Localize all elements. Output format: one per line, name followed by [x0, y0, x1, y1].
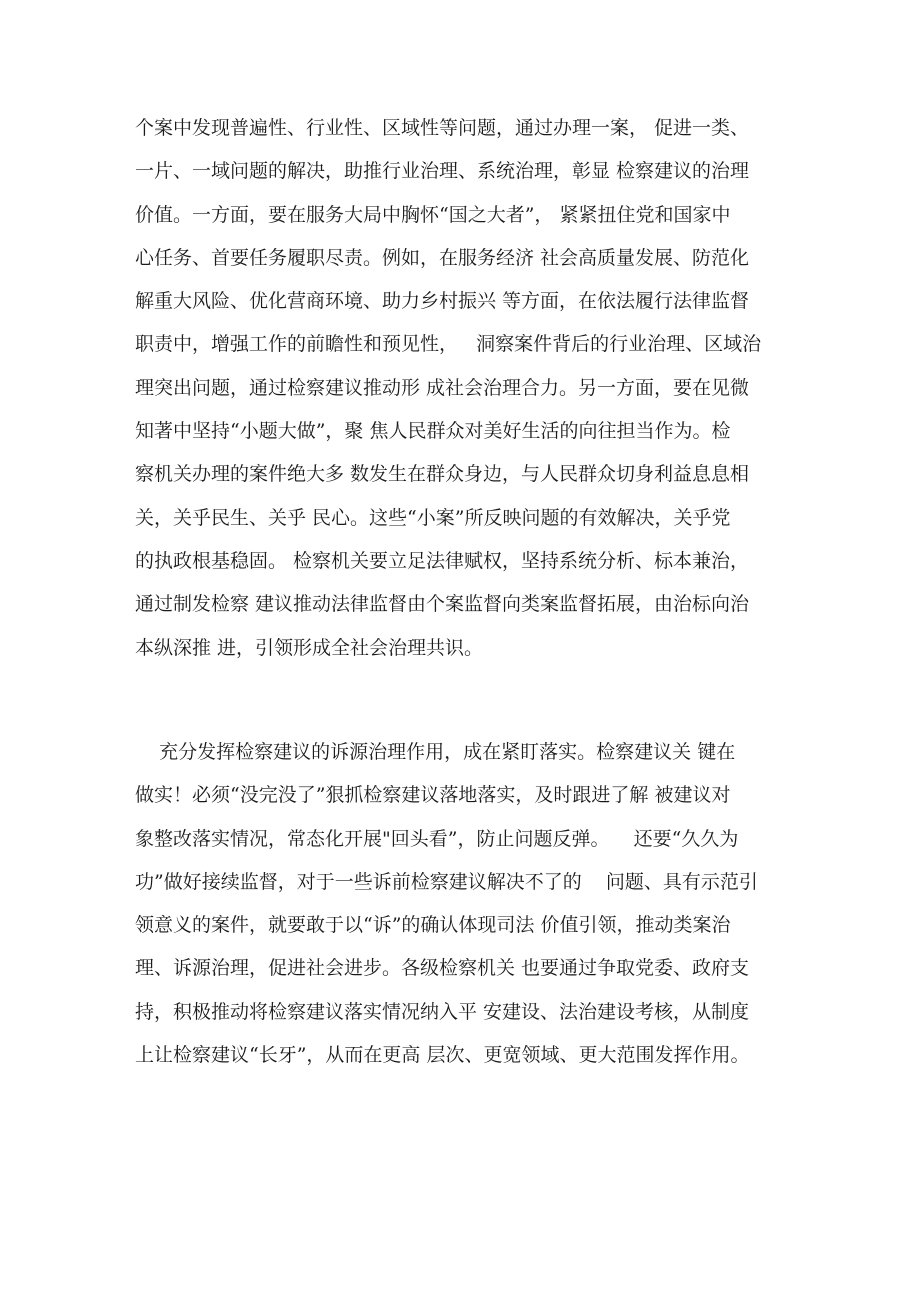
paragraph-2 — [135, 731, 795, 1077]
text-line: 知著中坚持“小题大做”，聚 焦人民群众对美好生活的向往担当作为。检 — [135, 420, 731, 443]
paragraph-1 — [135, 107, 795, 670]
text-line: 上让检察建议“长牙”，从而在更高 层次、更宽领域、更大范围发挥作用。 — [135, 1044, 750, 1067]
text-line: 关，关乎民生、关乎 民心。这些“小案”所反映问题的有效解决，关乎党 — [135, 506, 731, 529]
text-line: 察机关办理的案件绝大多 数发生在群众身边，与人民群众切身利益息息相 — [135, 463, 750, 486]
text-line: 通过制发检察 建议推动法律监督由个案监督向类案监督拓展，由治标向治 — [135, 593, 750, 616]
text-line: 理突出问题，通过检察建议推动形 成社会治理合力。另一方面，要在见微 — [135, 376, 750, 399]
text-line: 象整改落实情况，常态化开展"回头看”，防止问题反弹。 还要“久久为 — [135, 827, 739, 850]
text-line: 一片、一域问题的解决，助推行业治理、系统治理，彰显 检察建议的治理 — [135, 160, 750, 183]
text-line: 做实！必须“没完没了”狠抓检察建议落地落实，及时跟进了解 被建议对 — [135, 784, 731, 807]
text-line: 功”做好接续监督，对于一些诉前检察建议解决不了的 问题、具有示范引 — [135, 870, 758, 893]
text-line: 的执政根基稳固。 检察机关要立足法律赋权，坚持系统分析、标本兼治， — [135, 549, 750, 572]
text-line: 领意义的案件，就要敢于以“诉”的确认体现司法 价值引领，推动类案治 — [135, 914, 731, 937]
text-line: 职责中，增强工作的前瞻性和预见性， 洞察案件背后的行业治理、区域治 — [135, 333, 762, 356]
text-line: 本纵深推 进，引领形成全社会治理共识。 — [135, 636, 484, 659]
text-line: 心任务、首要任务履职尽责。例如，在服务经济 社会高质量发展、防范化 — [135, 246, 750, 269]
text-line: 充分发挥检察建议的诉源治理作用，成在紧盯落实。检察建议关 键在 — [135, 741, 736, 763]
text-line: 解重大风险、优化营商环境、助力乡村振兴 等方面，在依法履行法律监督 — [135, 290, 750, 313]
text-line: 理、诉源治理，促进社会进步。各级检察机关 也要通过争取党委、政府支 — [135, 957, 750, 980]
text-line: 个案中发现普遍性、行业性、区域性等问题，通过办理一案， 促进一类、 — [135, 117, 750, 139]
text-line: 价值。一方面，要在服务大局中胸怀“国之大者”， 紧紧扭住党和国家中 — [135, 203, 731, 226]
text-line: 持，积极推动将检察建议落实情况纳入平 安建设、法治建设考核，从制度 — [135, 1000, 750, 1023]
